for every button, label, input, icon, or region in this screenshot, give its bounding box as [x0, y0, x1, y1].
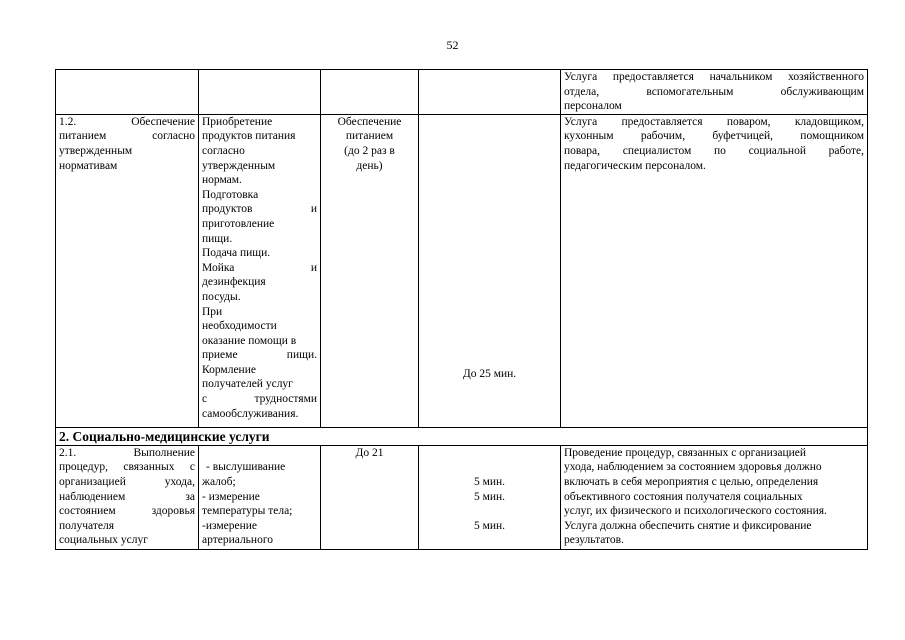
text-line: нормам. — [202, 174, 242, 187]
cell-conditions — [561, 70, 868, 115]
cell-volume — [321, 70, 419, 115]
text-line: дезинфекция — [202, 276, 266, 289]
text-line: При — [202, 305, 223, 318]
cell-time — [419, 114, 561, 427]
time-value: 5 мин. — [473, 475, 506, 488]
text-line: пищи. — [202, 232, 233, 245]
text-line: утвержденным — [202, 159, 276, 172]
text-line: Кормление — [202, 363, 256, 376]
cell-service-content — [199, 114, 321, 427]
cell-service-name — [56, 445, 199, 549]
services-table — [55, 69, 868, 550]
text-line: питанием — [345, 130, 394, 143]
text-line: жалоб; — [202, 475, 236, 488]
volume-value: До 21 — [355, 446, 384, 459]
text-line: нормативам — [59, 159, 118, 172]
cell-time — [419, 445, 561, 549]
page-number: 52 — [446, 38, 459, 52]
text-line: Приобретение — [202, 115, 273, 128]
cell-time — [419, 70, 561, 115]
text-line: утвержденным — [59, 144, 133, 157]
text-line: услуг, их физического и психологического состояния. — [564, 505, 827, 518]
text-line: отдела, вспомогательным обслуживающим — [564, 85, 864, 98]
cell-volume — [321, 445, 419, 549]
text-line: 2.1. Выполнение — [59, 446, 195, 459]
cell-service-name — [56, 114, 199, 427]
time-value: 5 мин. — [473, 519, 506, 532]
text-line: персоналом — [564, 100, 622, 113]
text-line: приготовление — [202, 217, 275, 230]
text-line: - измерение — [202, 490, 260, 503]
text-line: -измерение — [202, 519, 258, 532]
text-line: социальных услуг — [59, 534, 148, 547]
cell-conditions — [561, 114, 868, 427]
cell-volume — [321, 114, 419, 427]
text-line: день) — [356, 159, 383, 172]
time-value: 5 мин. — [473, 490, 506, 503]
text-line: (до 2 раз в — [344, 144, 395, 157]
text-line: Услуга должна обеспечить снятие и фиксирование — [564, 519, 812, 532]
text-line: Мойка и — [202, 261, 317, 274]
text-line: получателя — [59, 519, 114, 532]
time-value: До 25 мин. — [462, 367, 517, 380]
text-line: Обеспечение — [337, 115, 402, 128]
text-line: с трудностями — [202, 393, 317, 406]
text-line: Подача пищи. — [202, 247, 271, 260]
text-line: организацией ухода, — [59, 475, 195, 488]
text-line: согласно — [202, 144, 245, 157]
text-line: 1.2. Обеспечение — [59, 115, 195, 128]
cell-conditions — [561, 445, 868, 549]
text-line: посуды. — [202, 290, 241, 303]
text-line: процедур, связанных с — [59, 461, 195, 474]
text-line: продуктов и — [202, 203, 317, 216]
table-row-1-2 — [56, 114, 868, 427]
text-line: объективного состояния получателя социальных — [564, 490, 803, 503]
text-line: оказание помощи в — [202, 334, 297, 347]
cell-service-content — [199, 445, 321, 549]
text-line: Подготовка — [202, 188, 259, 201]
cell-service-content — [199, 70, 321, 115]
text-line: состоянием здоровья — [59, 505, 195, 518]
text-line: Услуга предоставляется поваром, кладовщиком, — [564, 115, 864, 128]
text-line: температуры тела; — [202, 505, 293, 518]
text-line: - выслушивание — [206, 461, 286, 474]
text-line: ухода, наблюдением за состоянием здоровья должно — [564, 461, 822, 474]
text-line: наблюдением за — [59, 490, 195, 503]
cell-service-name — [56, 70, 199, 115]
text-line: педагогическим персоналом. — [564, 159, 706, 172]
section-title: 2. Социально-медицинские услуги — [56, 427, 868, 445]
text-line: питанием согласно — [59, 130, 195, 143]
text-line: продуктов питания — [202, 130, 296, 143]
text-line: необходимости — [202, 320, 277, 333]
text-line: получателей услуг — [202, 378, 293, 391]
text-line: приеме пищи. — [202, 349, 317, 362]
section-header-row — [56, 427, 868, 445]
table-row-2-1 — [56, 445, 868, 549]
text-line: Проведение процедур, связанных с организацией — [564, 446, 807, 459]
text-line: Услуга предоставляется начальником хозяйственного — [564, 71, 864, 83]
text-line: артериального — [202, 534, 274, 547]
table-row-continuation — [56, 70, 868, 115]
text-line: самообслуживания. — [202, 407, 299, 420]
text-line: включать в себя мероприятия с целью, определения — [564, 475, 819, 488]
text-line: результатов. — [564, 534, 624, 547]
text-line: повара, специалистом по социальной работе, — [564, 144, 864, 157]
text-line: кухонным рабочим, буфетчицей, помощником — [564, 130, 864, 143]
